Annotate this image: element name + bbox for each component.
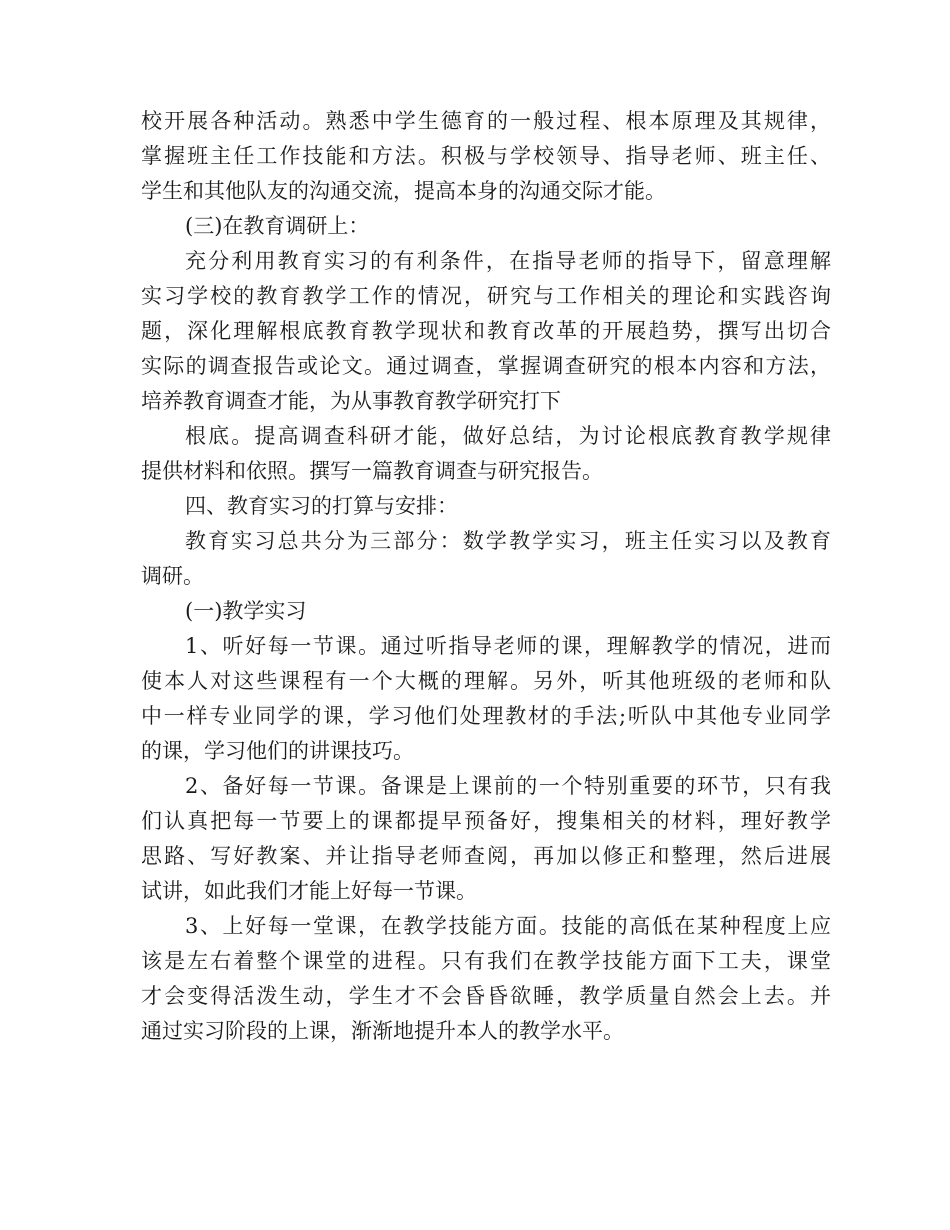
section-heading: (三)在教育调研上： xyxy=(185,214,370,238)
section-heading: 四、教育实习的打算与安排： xyxy=(185,494,458,518)
text-line: 根底。提高调查科研才能，做好总结，为讨论根底教育教学规律 xyxy=(185,424,831,448)
text-line: 试讲，如此我们才能上好每一节课。 xyxy=(141,879,477,903)
text-line: 学生和其他队友的沟通交流，提高本身的沟通交际才能。 xyxy=(141,179,666,203)
text-line: 才会变得活泼生动，学生才不会昏昏欲睡，教学质量自然会上去。并 xyxy=(141,984,831,1008)
text-line: 3、上好每一堂课，在教学技能方面。技能的高低在某种程度上应 xyxy=(185,914,831,938)
text-line: 提供材料和依照。撰写一篇教育调查与研究报告。 xyxy=(141,459,603,483)
text-line: 教育实习总共分为三部分：数学教学实习，班主任实习以及教育 xyxy=(185,529,831,553)
text-line: 充分利用教育实习的有利条件，在指导老师的指导下，留意理解 xyxy=(185,249,831,273)
text-line: 的课，学习他们的讲课技巧。 xyxy=(141,739,414,763)
text-line: 培养教育调查才能，为从事教育教学研究打下 xyxy=(141,389,561,413)
text-line: 题，深化理解根底教育教学现状和教育改革的开展趋势，撰写出切合 xyxy=(141,319,831,343)
text-line: 使本人对这些课程有一个大概的理解。另外，听其他班级的老师和队 xyxy=(141,669,831,693)
text-line: 实际的调查报告或论文。通过调查，掌握调查研究的根本内容和方法， xyxy=(141,354,831,378)
section-heading: (一)教学实习 xyxy=(185,599,307,623)
document-body xyxy=(141,104,831,1049)
text-line: 1、听好每一节课。通过听指导老师的课，理解教学的情况，进而 xyxy=(185,634,831,658)
text-line: 思路、写好教案、并让指导老师查阅，再加以修正和整理，然后进展 xyxy=(141,844,831,868)
text-line: 们认真把每一节要上的课都提早预备好，搜集相关的材料，理好教学 xyxy=(141,809,831,833)
text-line: 掌握班主任工作技能和方法。积极与学校领导、指导老师、班主任、 xyxy=(141,144,831,168)
text-line: 实习学校的教育教学工作的情况，研究与工作相关的理论和实践咨询 xyxy=(141,284,831,308)
text-line: 该是左右着整个课堂的进程。只有我们在教学技能方面下工夫，课堂 xyxy=(141,949,831,973)
text-line: 中一样专业同学的课，学习他们处理教材的手法;听队中其他专业同学 xyxy=(141,704,831,728)
text-line: 通过实习阶段的上课，渐渐地提升本人的教学水平。 xyxy=(141,1019,624,1043)
text-line: 校开展各种活动。熟悉中学生德育的一般过程、根本原理及其规律， xyxy=(141,109,831,133)
text-line: 2、备好每一节课。备课是上课前的一个特别重要的环节，只有我 xyxy=(185,774,831,798)
text-line: 调研。 xyxy=(141,564,204,588)
